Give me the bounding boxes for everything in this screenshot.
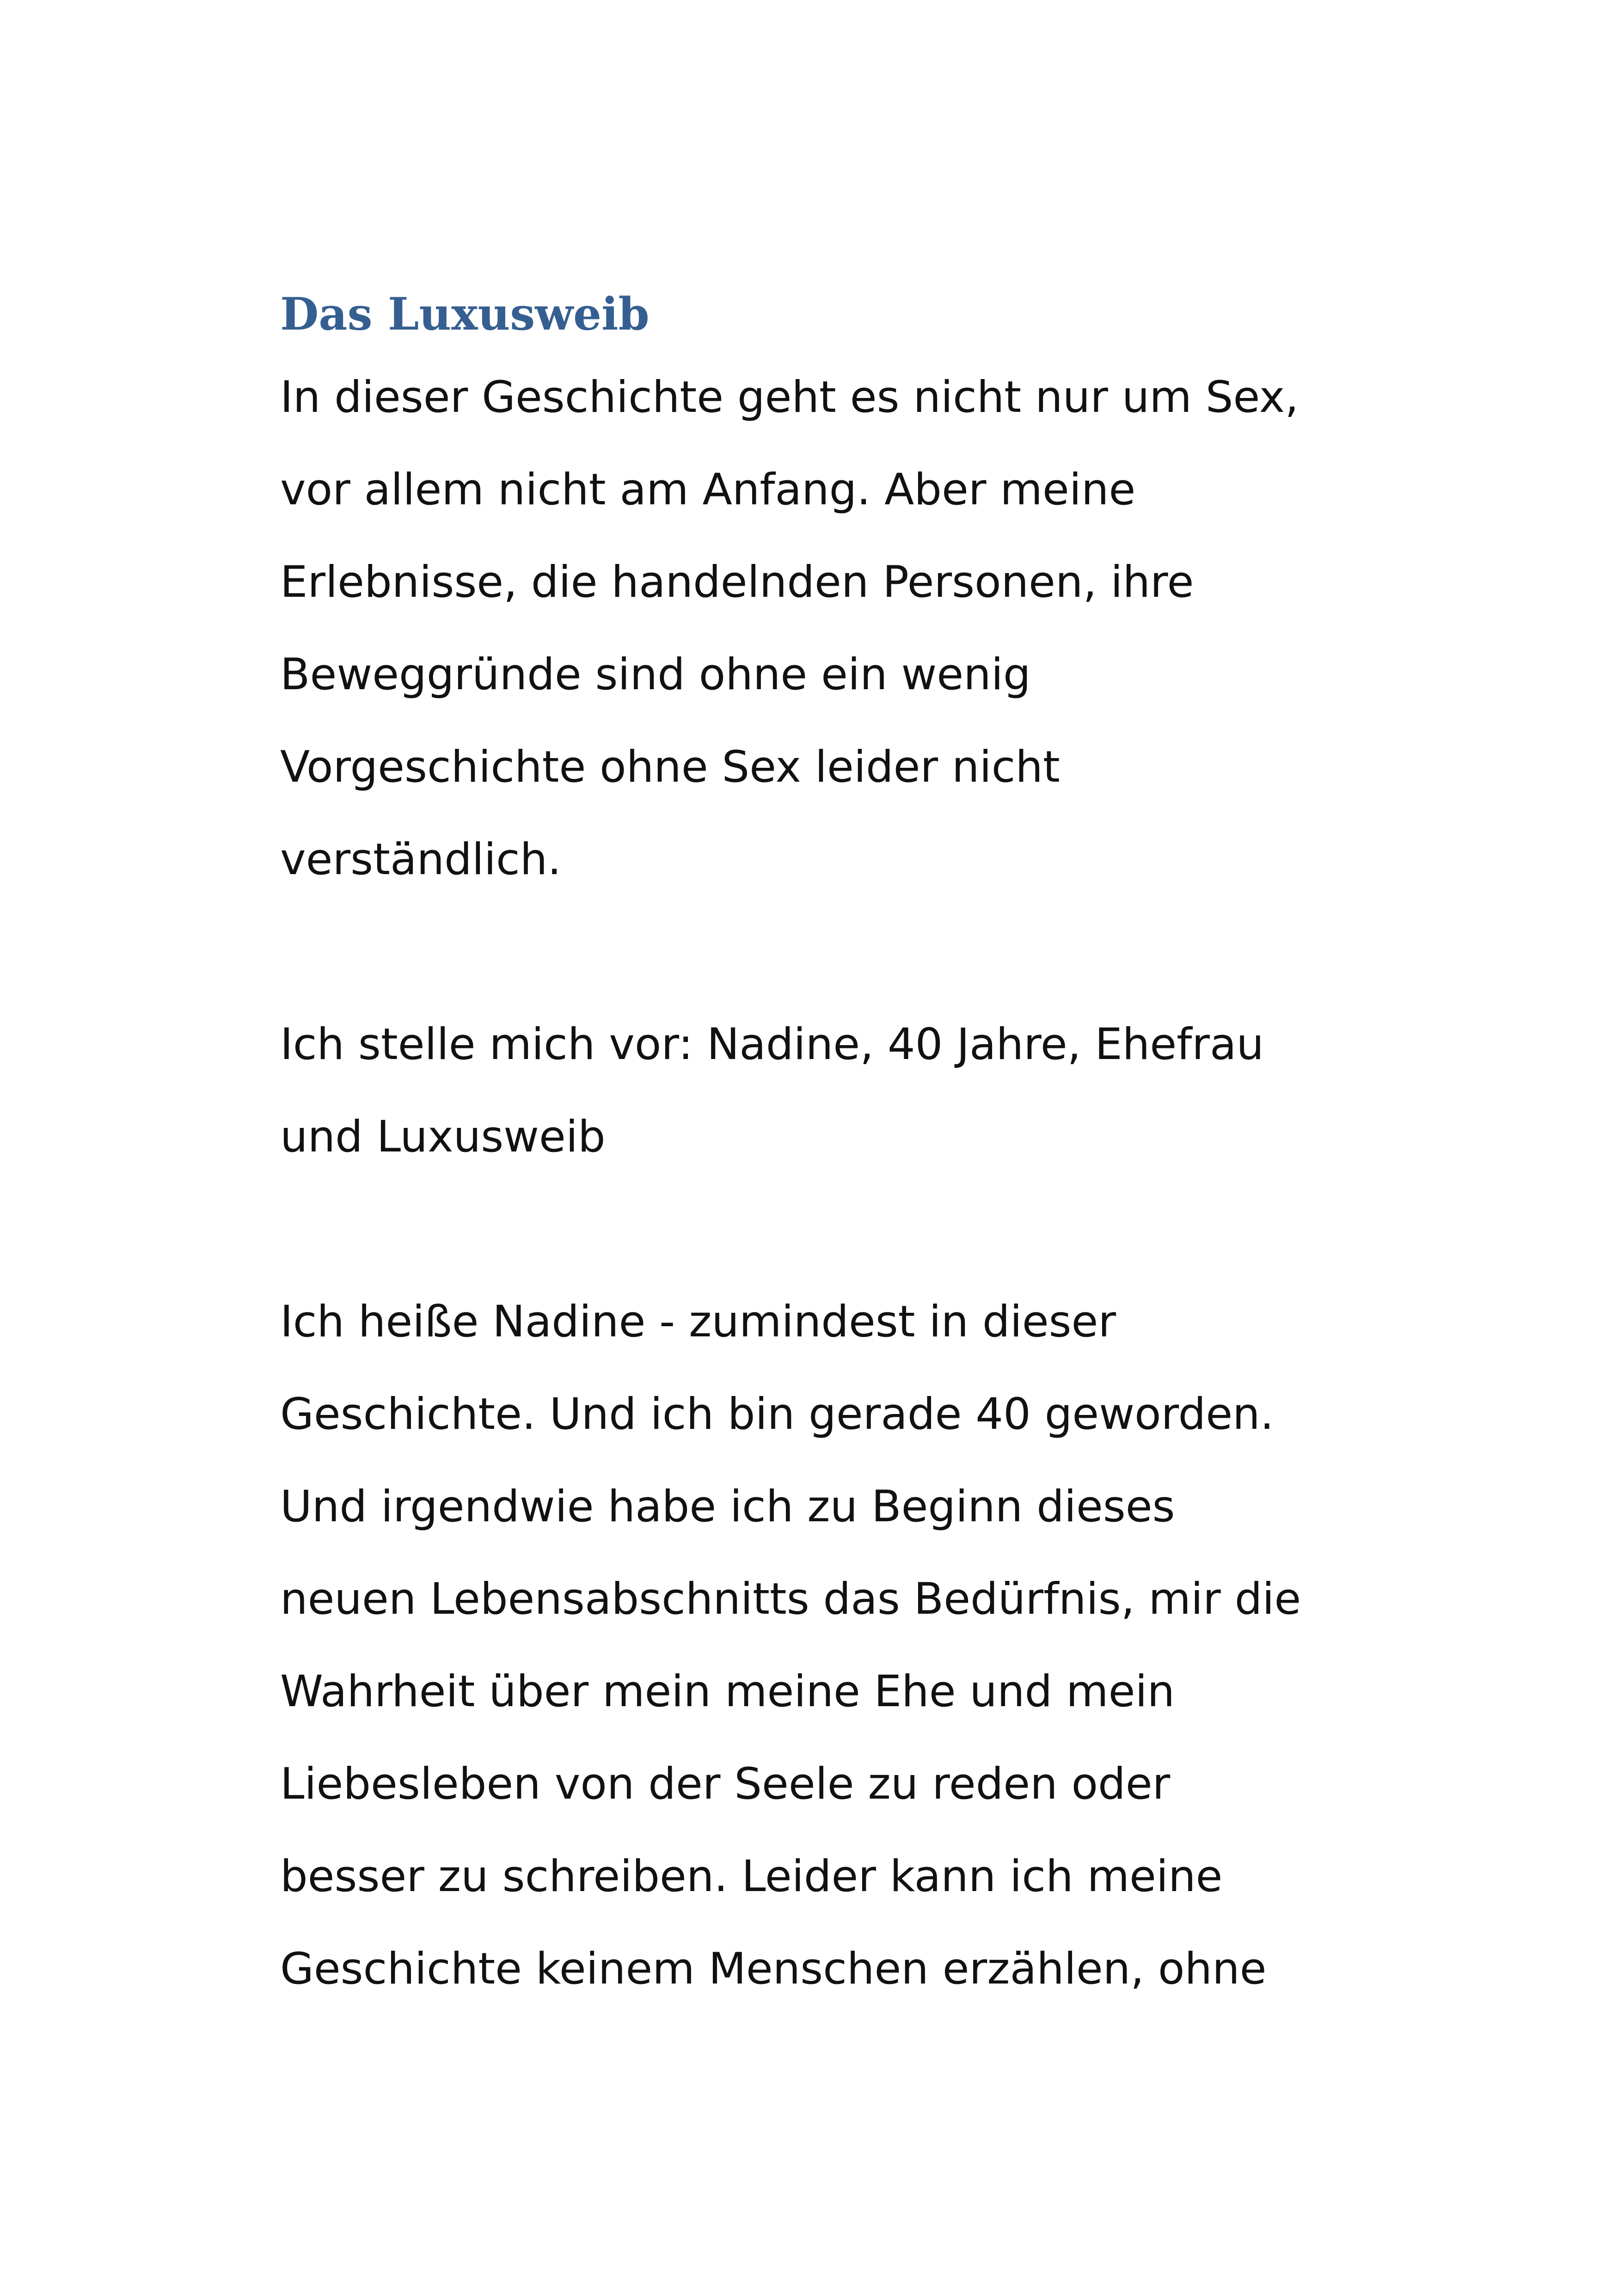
text-line: Vorgeschichte ohne Sex leider nicht (280, 742, 1060, 792)
text-line: und Luxusweib (280, 1112, 606, 1162)
document-title: Das Luxusweib (280, 288, 650, 340)
text-line: Geschichte keinem Menschen erzählen, ohne (280, 1944, 1267, 1994)
text-line: Ich stelle mich vor: Nadine, 40 Jahre, Ehefrau (280, 1019, 1264, 1070)
text-line: Beweggründe sind ohne ein wenig (280, 649, 1031, 700)
text-line: besser zu schreiben. Leider kann ich meine (280, 1851, 1223, 1902)
text-line: vor allem nicht am Anfang. Aber meine (280, 465, 1136, 515)
paragraph-2 (280, 998, 1390, 1183)
paragraph-3 (280, 1276, 1390, 2015)
text-line: In dieser Geschichte geht es nicht nur um Sex, (280, 372, 1299, 422)
text-line: neuen Lebensabschnitts das Bedürfnis, mir die (280, 1574, 1301, 1624)
text-line: Liebesleben von der Seele zu reden oder (280, 1759, 1171, 1809)
text-line: Wahrheit über mein meine Ehe und mein (280, 1666, 1175, 1717)
document-body (280, 277, 1390, 2015)
paragraph-spacer (280, 906, 1390, 998)
text-line: Geschichte. Und ich bin gerade 40 geworden. (280, 1389, 1274, 1439)
text-line: Und irgendwie habe ich zu Beginn dieses (280, 1482, 1175, 1532)
paragraph-1 (280, 351, 1390, 906)
text-line: verständlich. (280, 834, 562, 885)
text-line: Erlebnisse, die handelnden Personen, ihre (280, 557, 1194, 607)
paragraph-spacer (280, 1183, 1390, 1276)
text-line: Ich heiße Nadine - zumindest in dieser (280, 1297, 1116, 1347)
